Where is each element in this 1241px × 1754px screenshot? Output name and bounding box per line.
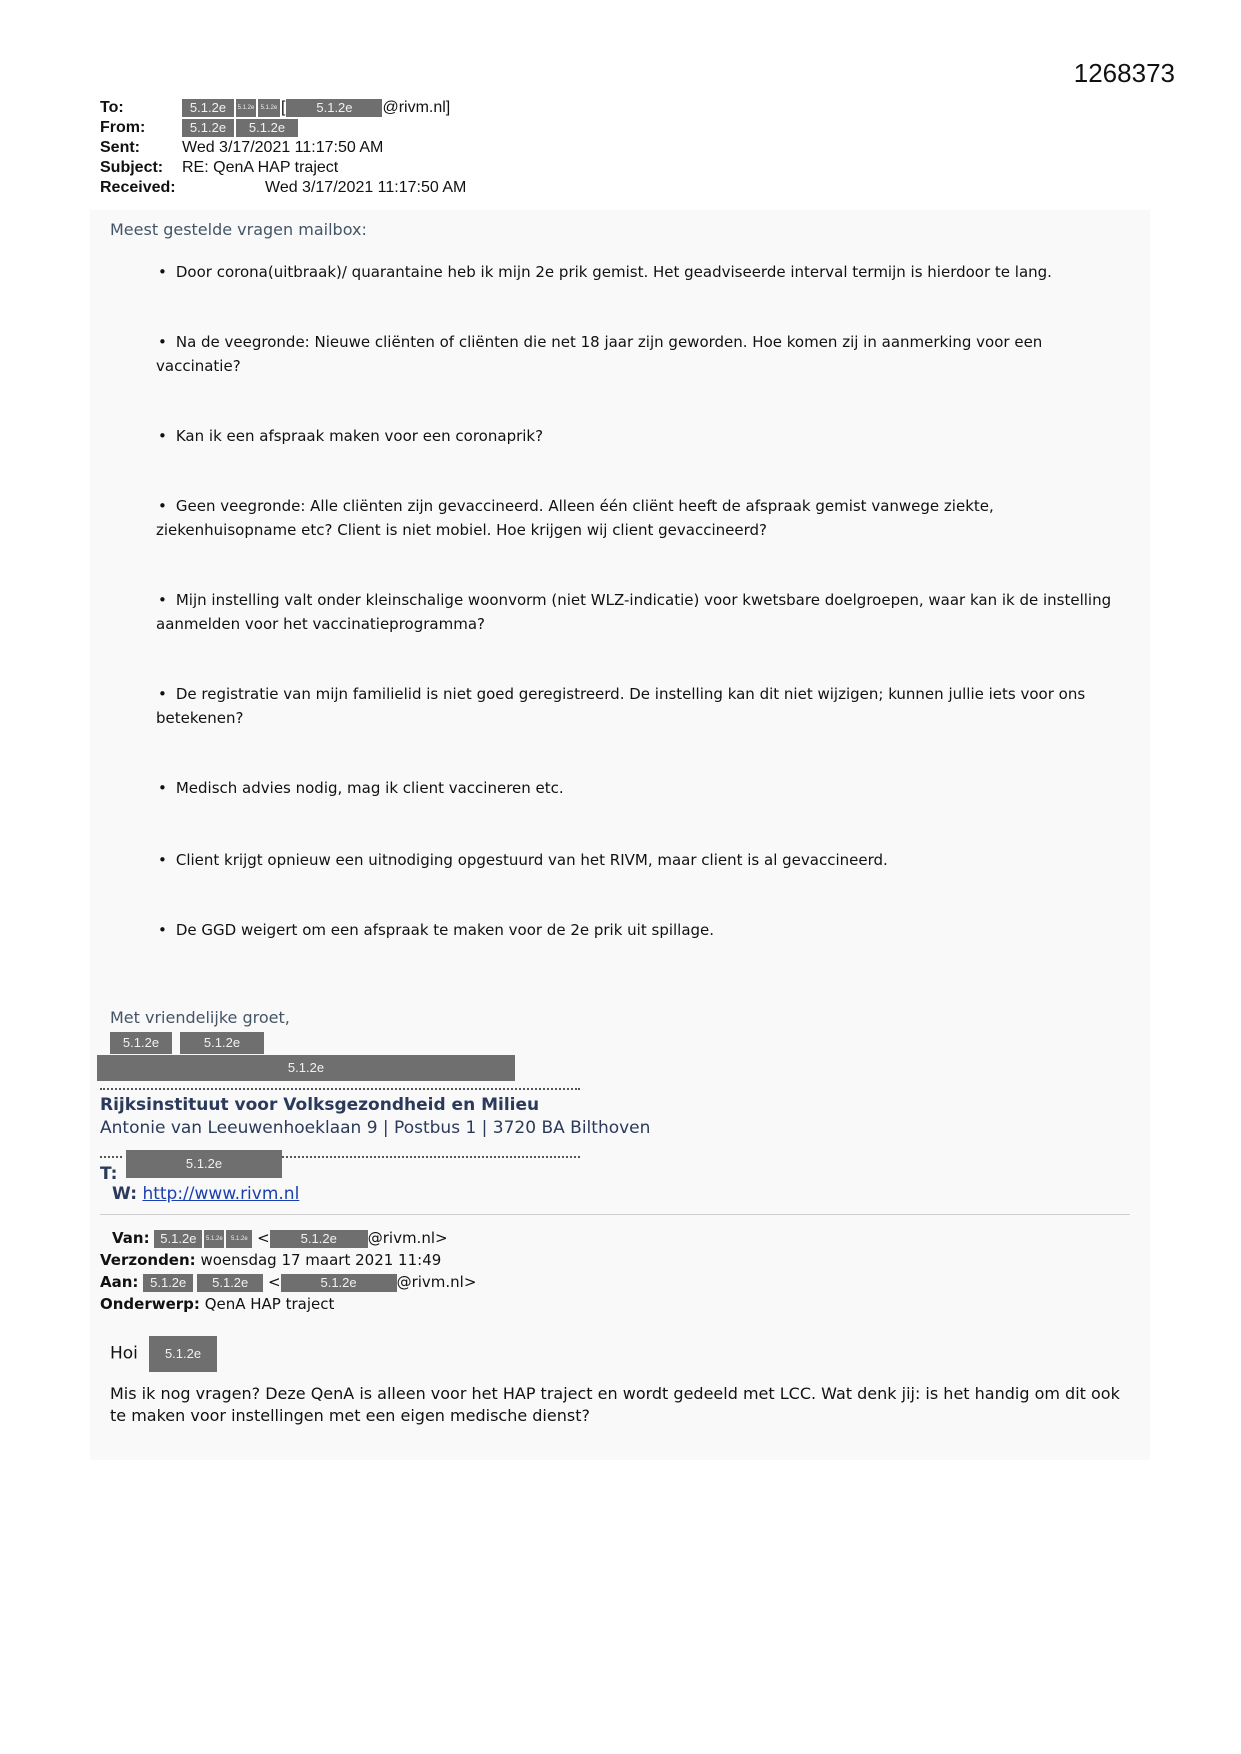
redaction: 5.1.2e [154, 1230, 202, 1248]
header-subject-row [100, 158, 338, 178]
greeting: Met vriendelijke groet, [110, 1008, 290, 1027]
header-from-row [100, 118, 298, 138]
faq-item: • Geen veegronde: Alle cliënten zijn gevaccineerd. Alleen één cliënt heeft de afspraak gemist vanwege ziekte, ziekenhuisopname etc? Client is niet mobiel. Hoe krijgen wij client gevaccineerd? [156, 497, 994, 539]
phone-redaction [126, 1150, 282, 1178]
redaction: 5.1.2e [180, 1032, 264, 1054]
onderwerp-value: QenA HAP traject [204, 1295, 335, 1313]
sent-value: Wed 3/17/2021 11:17:50 AM [182, 139, 384, 156]
redaction: 5.1.2e [197, 1274, 263, 1292]
subject-value: RE: QenA HAP traject [182, 159, 339, 176]
redaction: 5.1.2e [143, 1274, 193, 1292]
fw-van-row: Van: 5.1.2e 5.1.2e 5.1.2e < 5.1.2e @rivm.nl> [112, 1229, 448, 1247]
redaction: 5.1.2e [236, 119, 298, 137]
web-row [112, 1184, 299, 1204]
onderwerp-label: Onderwerp: [100, 1295, 200, 1313]
redaction: 5.1.2e [258, 99, 280, 117]
redaction: 5.1.2e [270, 1230, 368, 1248]
forward-divider [100, 1214, 1130, 1215]
aan-label: Aan: [100, 1273, 139, 1291]
signature-title-redaction [97, 1055, 515, 1081]
organization-address: Antonie van Leeuwenhoeklaan 9 | Postbus 1 | 3720 BA Bilthoven [100, 1118, 651, 1138]
header-to-row: To: 5.1.2e 5.1.2e 5.1.2e [ 5.1.2e @rivm.nl] [100, 99, 451, 116]
forwarded-body: Mis ik nog vragen? Deze QenA is alleen voor het HAP traject en wordt gedeeld met LCC. Wat denk jij: is het handig om dit ook te maken voor instellingen met een eigen medische dienst? [110, 1384, 1120, 1425]
phone-label: T: [100, 1164, 118, 1184]
redaction: 5.1.2e [110, 1032, 172, 1054]
faq-item: • Kan ik een afspraak maken voor een coronaprik? [158, 427, 544, 445]
redaction: 5.1.2e [126, 1150, 282, 1178]
verzonden-value: woensdag 17 maart 2021 11:49 [200, 1251, 442, 1269]
faq-item: • Mijn instelling valt onder kleinschalige woonvorm (niet WLZ-indicatie) voor kwetsbare doelgroepen, waar kan ik de instelling aanmelden voor het vaccinatieprogramma? [156, 591, 1112, 633]
verzonden-label: Verzonden: [100, 1251, 196, 1269]
fw-onderwerp-row [100, 1294, 334, 1314]
from-label: From: [100, 119, 146, 136]
faq-item: • Medisch advies nodig, mag ik client vaccineren etc. [158, 779, 564, 797]
to-email-suffix: @rivm.nl] [382, 99, 451, 116]
van-email-suffix: @rivm.nl> [367, 1229, 448, 1247]
received-label: Received: [100, 179, 176, 196]
document-number: 1268373 [1073, 58, 1175, 88]
salutation-row [110, 1336, 1130, 1372]
divider-dotted [100, 1156, 122, 1158]
faq-title: Meest gestelde vragen mailbox: [110, 220, 367, 239]
divider-dotted [282, 1156, 580, 1158]
redaction: 5.1.2e [204, 1230, 224, 1248]
aan-email-suffix: @rivm.nl> [396, 1273, 477, 1291]
header-sent-row [100, 138, 383, 158]
to-label: To: [100, 99, 124, 116]
fw-aan-row: Aan: 5.1.2e 5.1.2e < 5.1.2e @rivm.nl> [100, 1273, 477, 1291]
received-value: Wed 3/17/2021 11:17:50 AM [265, 179, 467, 196]
organization-name: Rijksinstituut voor Volksgezondheid en Milieu [100, 1095, 540, 1115]
subject-label: Subject: [100, 159, 164, 176]
redaction: 5.1.2e [97, 1055, 515, 1081]
van-label: Van: [112, 1229, 150, 1247]
fw-verzonden-row [100, 1250, 441, 1270]
divider-dotted [100, 1088, 580, 1090]
faq-item: • Na de veegronde: Nieuwe cliënten of cliënten die net 18 jaar zijn geworden. Hoe komen zij in aanmerking voor een vaccinatie? [156, 333, 1043, 375]
faq-item: • De GGD weigert om een afspraak te maken voor de 2e prik uit spillage. [158, 921, 715, 939]
faq-item: • De registratie van mijn familielid is niet goed geregistreerd. De instelling kan dit niet wijzigen; kunnen jullie iets voor ons betekenen? [156, 685, 1086, 727]
salutation: Hoi [110, 1343, 138, 1364]
redaction: 5.1.2e [236, 99, 256, 117]
redaction: 5.1.2e [182, 119, 234, 137]
web-label: W: [112, 1184, 138, 1204]
web-link[interactable]: http://www.rivm.nl [142, 1184, 300, 1204]
redaction: 5.1.2e [226, 1230, 252, 1248]
redaction: 5.1.2e [281, 1274, 397, 1292]
faq-item: • Client krijgt opnieuw een uitnodiging opgestuurd van het RIVM, maar client is al gevaccineerd. [158, 851, 888, 869]
sent-label: Sent: [100, 139, 140, 156]
redaction: 5.1.2e [286, 99, 382, 117]
signature-name-redactions [110, 1032, 264, 1054]
header-received-row [100, 178, 466, 198]
redaction: 5.1.2e [182, 99, 234, 117]
redaction: 5.1.2e [149, 1336, 217, 1372]
faq-item: • Door corona(uitbraak)/ quarantaine heb ik mijn 2e prik gemist. Het geadviseerde interval termijn is hierdoor te lang. [158, 263, 1052, 281]
